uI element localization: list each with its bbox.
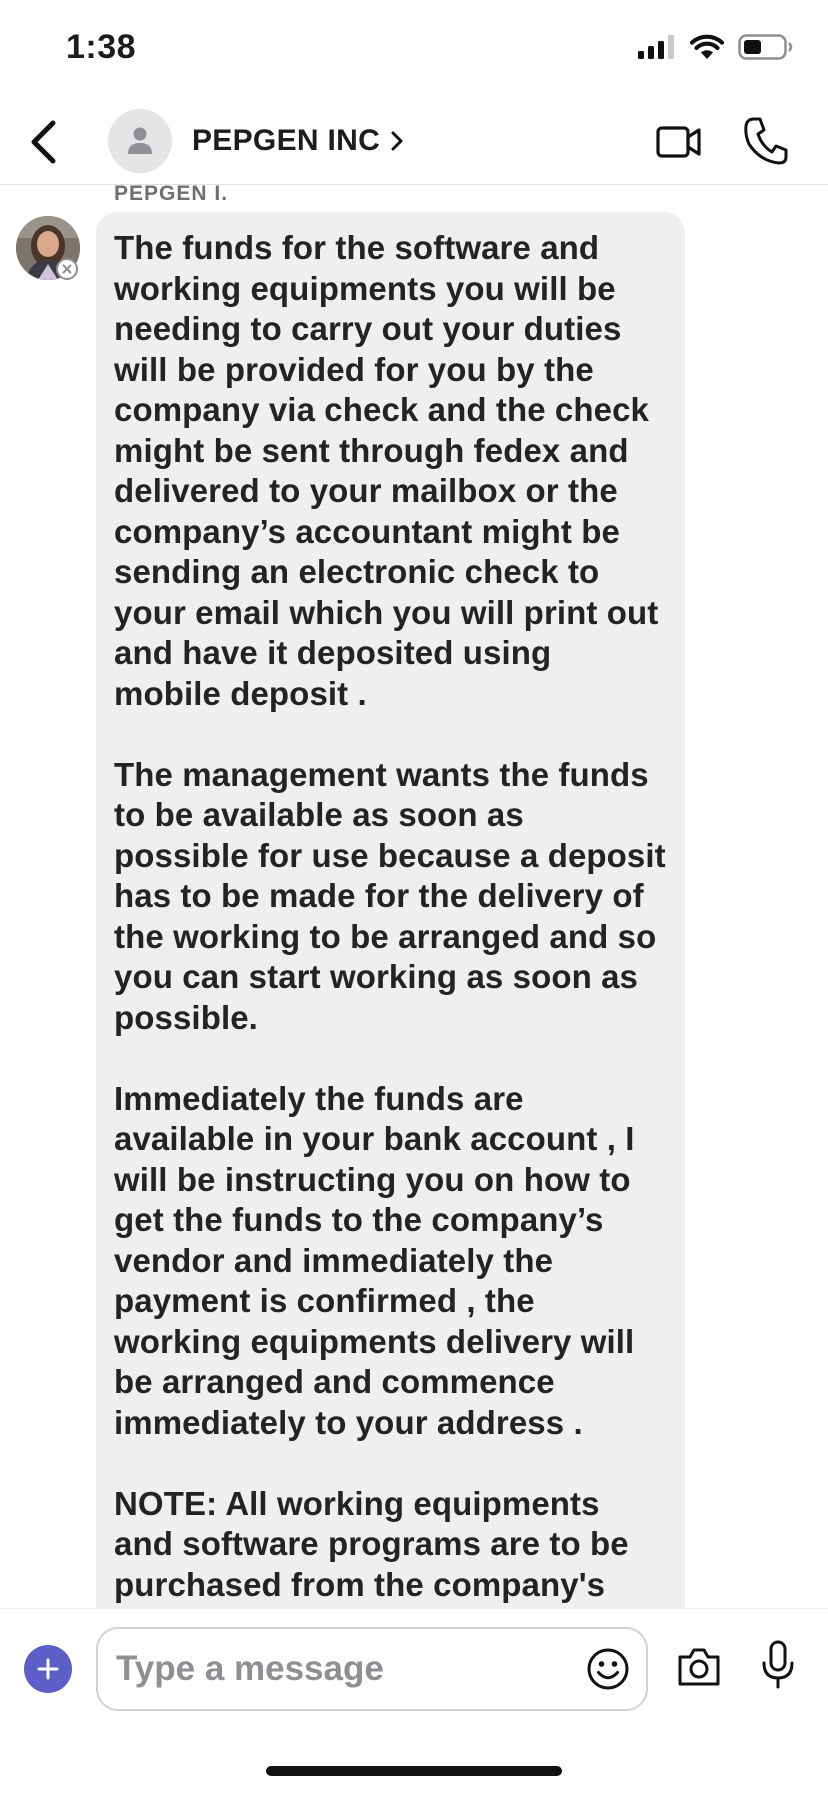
signal-icon	[638, 35, 676, 59]
message-input[interactable]	[116, 1647, 516, 1691]
message-paragraph: NOTE: All working equipments and software programs are to be purchased from the company's	[114, 1484, 629, 1603]
presence-status-badge	[56, 258, 78, 280]
offline-icon	[60, 262, 74, 276]
message-paragraph: The management wants the funds to be available as soon as possible for use because a deposit has to be made for the delivery of the working to be arranged and so you can start working as soon as possible.	[114, 755, 666, 1036]
message-paragraph: Immediately the funds are available in your bank account , I will be instructing you on how to get the funds to the company’s vendor and immediately the payment is confirmed , the working equipments delivery will be arranged and commence immediately to your address .	[114, 1079, 635, 1441]
status-time: 1:38	[66, 28, 137, 66]
add-attachment-button[interactable]	[24, 1645, 72, 1693]
back-button[interactable]	[20, 118, 66, 166]
message-paragraph: The funds for the software and working equipments you will be needing to carry out your duties will be provided for you by the company via check and the check might be sent through fedex and delivered to your mailbox or the company’s accountant might be sending an electronic check to your email which you will print out and have it deposited using mobile deposit .	[114, 229, 659, 712]
person-icon	[127, 126, 153, 156]
voice-call-button[interactable]	[742, 116, 788, 166]
sender-name: PEPGEN I.	[114, 182, 229, 205]
chevron-right-icon	[390, 130, 404, 152]
wifi-icon	[690, 34, 724, 60]
battery-icon	[738, 34, 794, 60]
back-chevron-icon	[28, 120, 58, 164]
video-camera-icon	[656, 120, 702, 164]
status-bar	[0, 0, 828, 100]
emoji-icon	[586, 1647, 630, 1691]
microphone-icon	[760, 1639, 796, 1691]
contact-info-button[interactable]	[108, 108, 404, 174]
chat-header	[0, 100, 828, 185]
camera-button[interactable]	[676, 1645, 722, 1689]
video-call-button[interactable]	[656, 120, 702, 164]
message-input-box	[96, 1627, 648, 1711]
status-icons	[638, 34, 794, 60]
contact-avatar	[108, 109, 172, 173]
camera-icon	[676, 1645, 722, 1689]
emoji-button[interactable]	[586, 1647, 630, 1691]
message-bubble[interactable]	[96, 212, 685, 1612]
phone-icon	[742, 116, 788, 166]
microphone-button[interactable]	[760, 1639, 796, 1691]
contact-name: PEPGEN INC	[192, 124, 381, 157]
home-indicator[interactable]	[266, 1766, 562, 1776]
plus-icon	[36, 1657, 60, 1681]
